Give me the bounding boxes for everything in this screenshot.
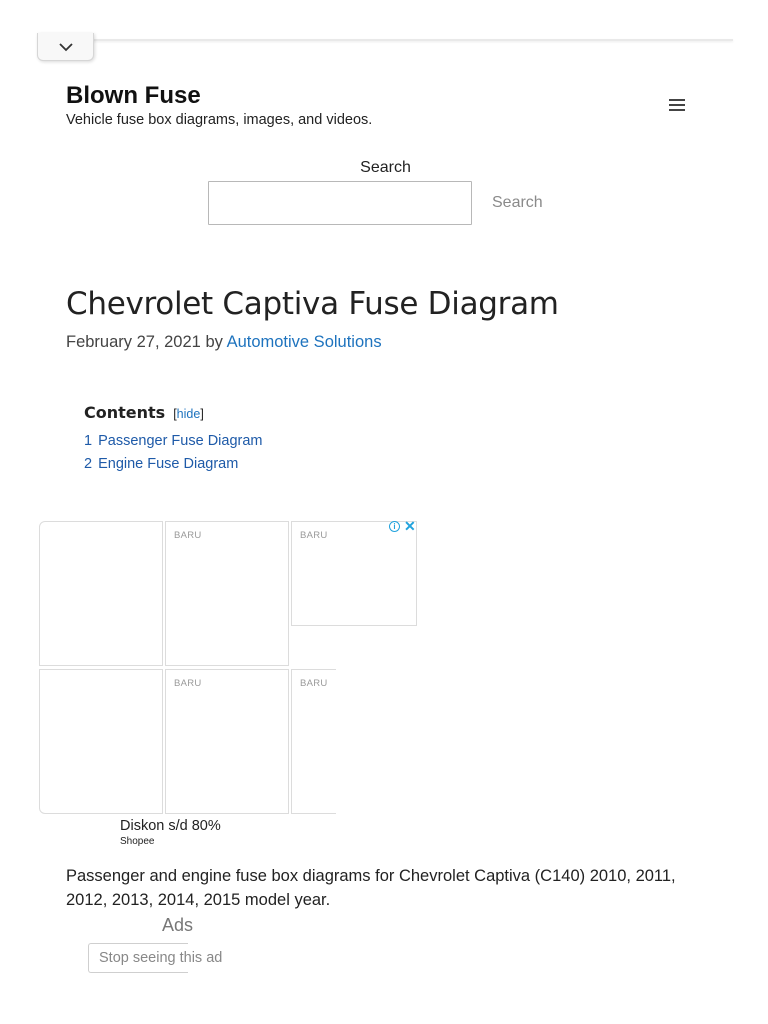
search-button[interactable]: Search bbox=[478, 181, 558, 225]
ad-product-tile[interactable] bbox=[165, 669, 289, 814]
stop-seeing-ad-button[interactable]: Stop seeing this ad bbox=[88, 943, 188, 973]
post-meta bbox=[66, 333, 382, 352]
ad-product-tile[interactable] bbox=[291, 669, 336, 814]
ad-collapse-toggle[interactable] bbox=[37, 33, 94, 61]
ad-badge: BARU bbox=[300, 678, 328, 689]
post-intro: Passenger and engine fuse box diagrams for Chevrolet Captiva (C140) 2010, 2011, 2012, 2013, 2014, 2015 model year. bbox=[66, 867, 676, 909]
toc-hide-link[interactable]: hide bbox=[176, 407, 201, 421]
post-title: Chevrolet Captiva Fuse Diagram bbox=[66, 286, 559, 322]
ad-choices[interactable] bbox=[389, 518, 416, 534]
author-link[interactable]: Automotive Solutions bbox=[226, 333, 382, 351]
ad-badge: BARU bbox=[300, 530, 328, 541]
toc-item[interactable]: 2 Engine Fuse Diagram bbox=[84, 456, 239, 472]
ad-brand: Shopee bbox=[120, 836, 155, 847]
ad-product-tile[interactable] bbox=[291, 518, 417, 626]
toc-toggle: [hide] bbox=[173, 407, 204, 421]
site-title[interactable]: Blown Fuse bbox=[66, 82, 201, 109]
ad-badge: BARU bbox=[174, 530, 202, 541]
toc-list bbox=[84, 430, 263, 476]
table-of-contents bbox=[84, 403, 263, 476]
ad-block[interactable] bbox=[39, 518, 417, 851]
info-icon[interactable]: i bbox=[389, 521, 400, 532]
post-by: by bbox=[205, 333, 223, 351]
search-input[interactable] bbox=[208, 181, 472, 225]
ads-label: Ads bbox=[162, 915, 194, 935]
ad-product-tile[interactable] bbox=[165, 521, 289, 666]
search-label: Search bbox=[360, 159, 411, 176]
ad-product-tile[interactable] bbox=[39, 669, 163, 814]
site-tagline: Vehicle fuse box diagrams, images, and videos. bbox=[66, 112, 373, 128]
chevron-down-icon bbox=[58, 42, 74, 52]
toc-title: Contents bbox=[84, 403, 166, 422]
hamburger-menu-icon[interactable] bbox=[669, 99, 685, 113]
top-ad-divider bbox=[38, 39, 733, 41]
post-date: February 27, 2021 bbox=[66, 333, 201, 351]
toc-item[interactable]: 1 Passenger Fuse Diagram bbox=[84, 433, 263, 449]
ad-product-tile[interactable] bbox=[39, 521, 163, 666]
close-icon[interactable]: ✕ bbox=[404, 518, 416, 534]
ad-badge: BARU bbox=[174, 678, 202, 689]
ad-promo-text[interactable]: Diskon s/d 80% bbox=[120, 818, 221, 834]
